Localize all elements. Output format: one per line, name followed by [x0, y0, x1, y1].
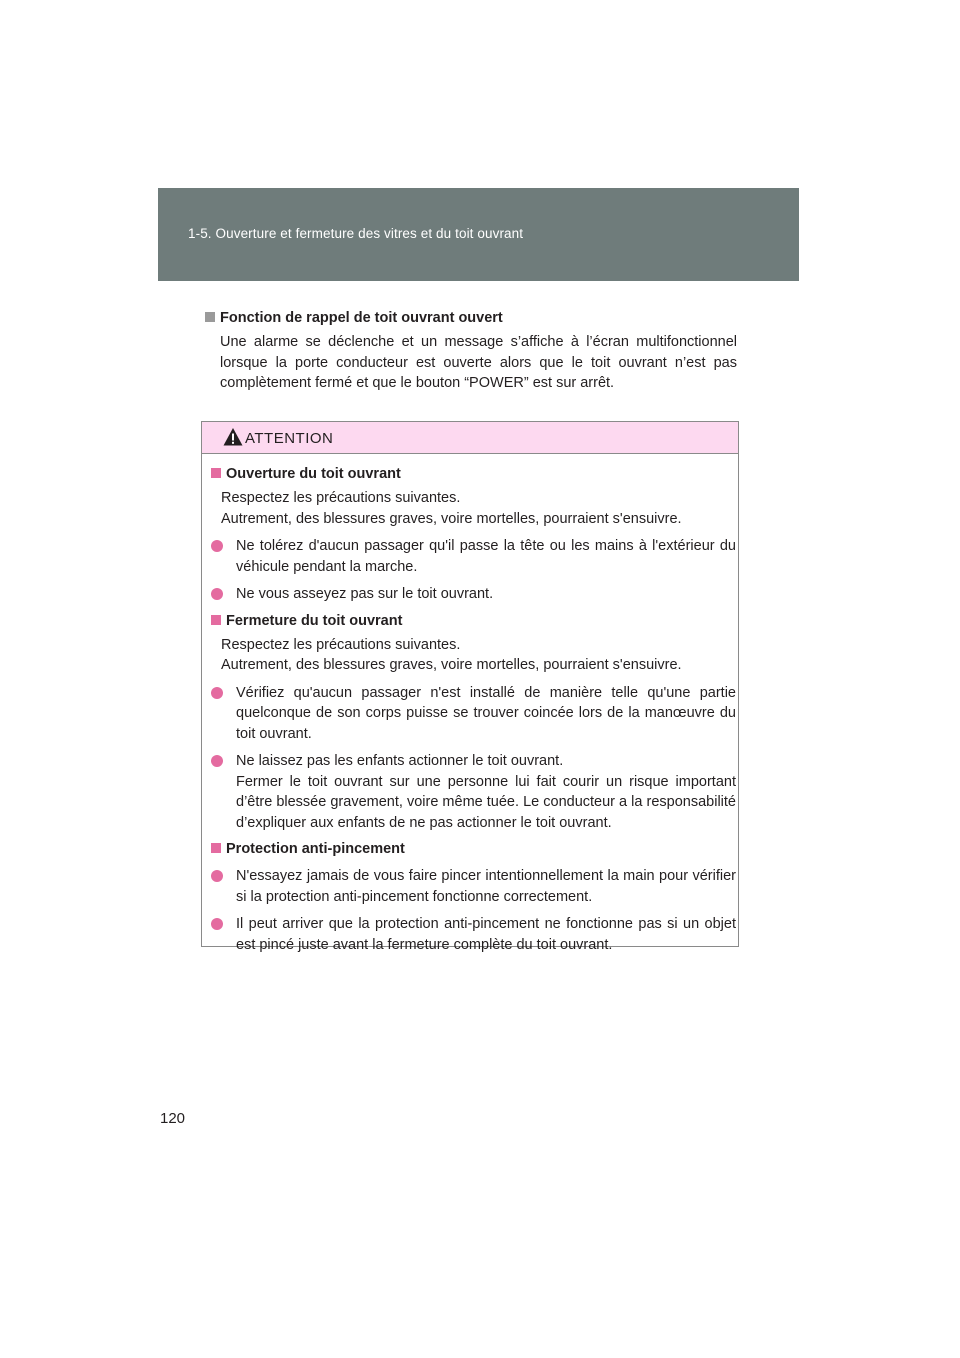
attention-section-heading: Ouverture du toit ouvrant	[211, 464, 736, 484]
list-item: Ne tolérez d'aucun passager qu'il passe la tête ou les mains à l'extérieur du véhicule pendant la marche.	[211, 536, 736, 577]
list-item: Ne laissez pas les enfants actionner le toit ouvrant. Fermer le toit ouvrant sur une personne lui fait courir un risque important d’être blessée gravement, voire même tuée. Le conducteur a la responsabilité d’expliquer aux enfants de ne pas actionner le toit ouvrant.	[211, 751, 736, 833]
round-bullet-icon	[211, 755, 223, 767]
reminder-heading	[205, 308, 737, 328]
reminder-heading-text: Fonction de rappel de toit ouvrant ouvert	[220, 310, 503, 326]
attention-section-intro: Respectez les précautions suivantes. Autrement, des blessures graves, voire mortelles, pourraient s'ensuivre.	[221, 636, 682, 673]
round-bullet-icon	[211, 870, 223, 882]
square-bullet-icon	[211, 468, 221, 478]
square-bullet-icon	[211, 843, 221, 853]
attention-box	[201, 421, 739, 953]
attention-section-heading: Protection anti-pincement	[211, 839, 736, 859]
round-bullet-icon	[211, 540, 223, 552]
square-bullet-icon	[205, 312, 215, 322]
attention-section-intro: Respectez les précautions suivantes. Autrement, des blessures graves, voire mortelles, pourraient s'ensuivre.	[221, 490, 682, 527]
attention-section-heading: Fermeture du toit ouvrant	[211, 611, 736, 631]
page-number: 120	[160, 1110, 186, 1127]
list-item: Vérifiez qu'aucun passager n'est installé de manière telle qu'une partie quelconque de son corps puisse se trouver coincée lors de la manœuvre du toit ouvrant.	[211, 683, 736, 745]
reminder-section	[205, 308, 737, 394]
chapter-header-band	[158, 188, 799, 281]
attention-header	[202, 422, 738, 454]
list-item: Il peut arriver que la protection anti-pincement ne fonctionne pas si un objet est pincé juste avant la fermeture complète du toit ouvrant.	[211, 914, 736, 955]
square-bullet-icon	[211, 615, 221, 625]
reminder-text: Une alarme se déclenche et un message s’affiche à l’écran multifonctionnel lorsque la porte conducteur est ouverte alors que le toit ouvrant n’est pas complètement fermé et que le bouton “POWER” est sur arrêt.	[220, 334, 737, 391]
round-bullet-icon	[211, 918, 223, 930]
list-item: N'essayez jamais de vous faire pincer intentionnellement la main pour vérifier si la protection anti-pincement fonctionne correctement.	[211, 866, 736, 907]
round-bullet-icon	[211, 588, 223, 600]
attention-body	[211, 464, 736, 955]
list-item: Ne vous asseyez pas sur le toit ouvrant.	[211, 584, 736, 605]
round-bullet-icon	[211, 687, 223, 699]
warning-triangle-icon	[223, 427, 243, 447]
attention-label: ATTENTION	[245, 430, 334, 447]
chapter-section-title: 1-5. Ouverture et fermeture des vitres et du toit ouvrant	[188, 226, 524, 241]
